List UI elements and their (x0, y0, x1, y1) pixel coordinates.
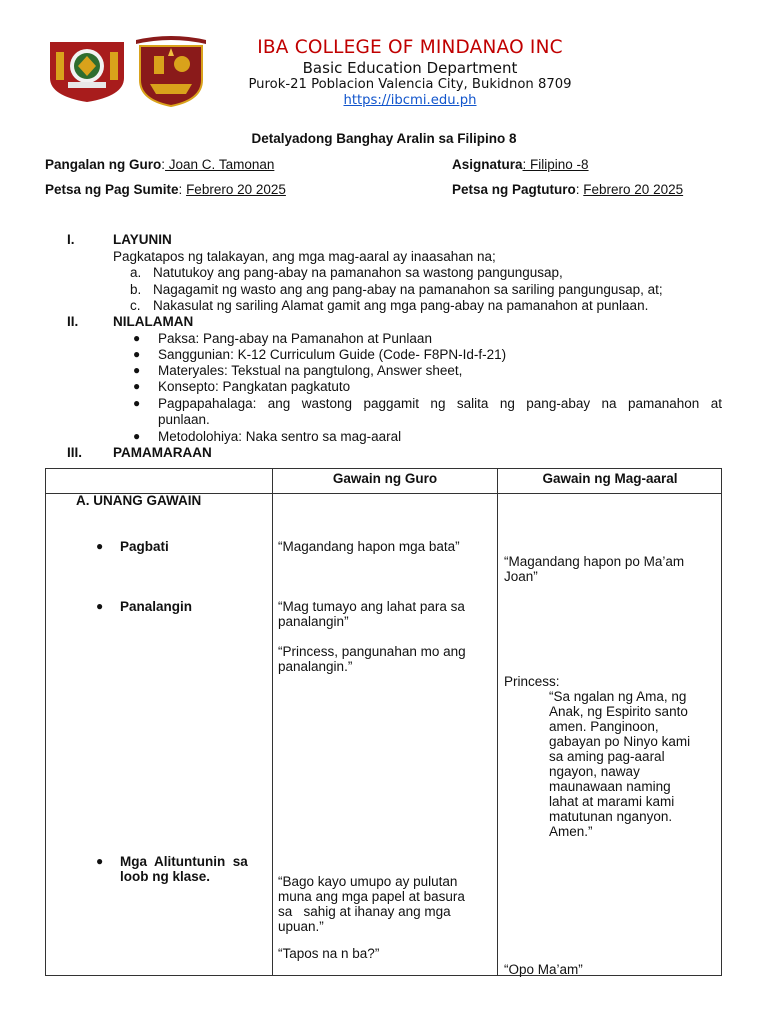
panalangin-label: Panalangin (120, 599, 193, 614)
prayer-line: sa aming pag-aaral (549, 749, 665, 764)
content-item: Pagpapahalaga: ang wastong paggamit ng salita ng pang-abay na pamanahon at (158, 396, 722, 411)
prayer-line: maunawaan naming (549, 779, 671, 794)
school-name: IBA COLLEGE OF MINDANAO INC (257, 37, 563, 58)
section-2-number: II. (67, 314, 79, 329)
prayer-line: ngayon, naway (549, 764, 640, 779)
rules-label: loob ng klase. (120, 869, 211, 884)
teacher-info: Pangalan ng Guro: Joan C. Tamonan (45, 157, 275, 172)
content-item: Materyales: Tekstual na pangtulong, Answer sheet, (158, 363, 463, 378)
department-name: Basic Education Department (302, 59, 518, 77)
pagbati-label: Pagbati (120, 539, 169, 554)
section-a-heading: A. UNANG GAWAIN (76, 493, 202, 508)
rules-teacher-text: “Bago kayo umupo ay pulutan (278, 874, 458, 889)
bullet-icon: ● (96, 539, 104, 553)
school-website-link[interactable]: https://ibcmi.edu.ph (343, 93, 477, 108)
teacher-value: Joan C. Tamonan (165, 157, 275, 172)
subject-label: Asignatura (452, 157, 523, 172)
content-item: Konsepto: Pangkatan pagkatuto (158, 379, 351, 394)
submit-date-value: Febrero 20 2025 (186, 182, 286, 197)
section-1-heading: LAYUNIN (113, 232, 172, 247)
section-3-number: III. (67, 445, 83, 460)
panalangin-teacher-text: panalangin” (278, 614, 349, 629)
objective-b-text: Nagagamit ng wasto ang ang pang-abay na pamanahon sa sariling pangungusap, at; (153, 282, 663, 297)
table-column-divider (497, 469, 498, 975)
bullet-icon: ● (96, 599, 104, 613)
prayer-line: Amen.” (549, 824, 593, 839)
prayer-line: lahat at marami kami (549, 794, 675, 809)
prayer-line: matutunan nganyon. (549, 809, 673, 824)
pagbati-student-text: “Magandang hapon po Ma’am (504, 554, 685, 569)
content-item: Metodolohiya: Naka sentro sa mag-aaral (158, 429, 402, 444)
tapos-teacher-text: “Tapos na n ba?” (278, 946, 380, 961)
content-item-continued: punlaan. (158, 412, 210, 427)
procedure-table (45, 468, 722, 976)
school-shield-logo-icon (48, 38, 126, 104)
objective-c-text: Nakasulat ng sariling Alamat gamit ang mga pang-abay na pamanahon at punlaan. (153, 298, 649, 313)
bullet-icon: ● (133, 347, 141, 361)
rules-teacher-text: sa sahig at ihanay ang mga (278, 904, 451, 919)
bullet-icon: ● (133, 379, 141, 393)
prayer-line: “Sa ngalan ng Ama, ng (549, 689, 687, 704)
content-item: Sanggunian: K-12 Curriculum Guide (Code- F8PN-Id-f-21) (158, 347, 507, 362)
teach-date-value: Febrero 20 2025 (583, 182, 684, 197)
section-1-intro: Pagkatapos ng talakayan, ang mga mag-aaral ay inaasahan na; (113, 249, 496, 264)
prayer-line: Anak, ng Espirito santo (549, 704, 688, 719)
objective-c-marker: c. (130, 298, 141, 313)
subject-value: : Filipino -8 (522, 157, 589, 172)
rules-teacher-text: upuan.” (278, 919, 324, 934)
panalangin-teacher-text: “Princess, pangunahan mo ang (278, 644, 466, 659)
school-address: Purok-21 Poblacion Valencia City, Bukidnon 8709 (248, 77, 572, 92)
content-item: Paksa: Pang-abay na Pamanahon at Punlaan (158, 331, 432, 346)
section-1-number: I. (67, 232, 75, 247)
bullet-icon: ● (96, 854, 104, 868)
submit-date-info: Petsa ng Pag Sumite: Febrero 20 2025 (45, 182, 286, 197)
subject-info (452, 157, 589, 172)
tapos-student-text: “Opo Ma’am” (504, 962, 583, 977)
teach-date-info: Petsa ng Pagtuturo: Febrero 20 2025 (452, 182, 684, 197)
rules-label: Mga Alituntunin sa (120, 854, 248, 869)
document-title: Detalyadong Banghay Aralin sa Filipino 8 (251, 131, 517, 146)
rules-teacher-text: muna ang mga papel at basura (278, 889, 465, 904)
section-2-heading: NILALAMAN (113, 314, 194, 329)
objective-a-text: Natutukoy ang pang-abay na pamanahon sa wastong pangungusap, (153, 265, 563, 280)
pagbati-student-text: Joan” (504, 569, 538, 584)
prayer-speaker: Princess: (504, 674, 560, 689)
objective-a-marker: a. (130, 265, 142, 280)
submit-date-label: Petsa ng Pag Sumite (45, 182, 179, 197)
bullet-icon: ● (133, 331, 141, 345)
bullet-icon: ● (133, 429, 141, 443)
teacher-label: Pangalan ng Guro (45, 157, 162, 172)
teach-date-label: Petsa ng Pagtuturo (452, 182, 576, 197)
pagbati-teacher-text: “Magandang hapon mga bata” (278, 539, 460, 554)
table-column-divider (272, 469, 273, 975)
column-header-teacher: Gawain ng Guro (332, 471, 438, 486)
panalangin-teacher-text: panalangin.” (278, 659, 353, 674)
prayer-line: amen. Panginoon, (549, 719, 659, 734)
prayer-line: gabayan po Ninyo kami (549, 734, 691, 749)
section-3-heading: PAMAMARAAN (113, 445, 212, 460)
bullet-icon: ● (133, 363, 141, 377)
bullet-icon: ● (133, 396, 141, 410)
column-header-student: Gawain ng Mag-aaral (542, 471, 678, 486)
panalangin-teacher-text: “Mag tumayo ang lahat para sa (278, 599, 465, 614)
objective-b-marker: b. (130, 282, 142, 297)
